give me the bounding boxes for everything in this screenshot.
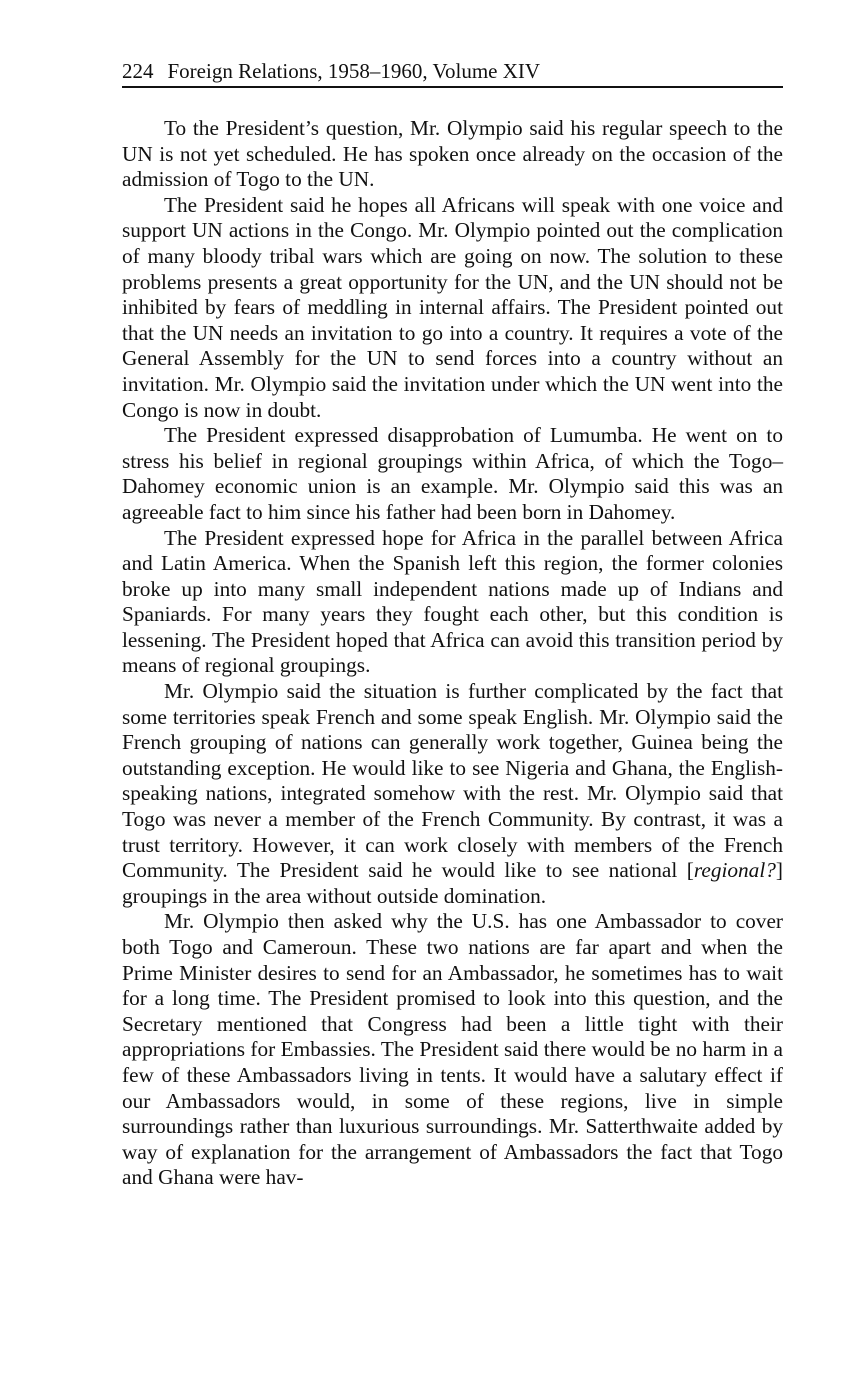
running-header <box>122 58 783 88</box>
paragraph-6: Mr. Olympio then asked why the U.S. has one Ambassador to cover both Togo and Cameroun. These two nations are far apart and when the Prime Minister desires to send for an Ambassador, he sometimes has to wait for a long time. The President promised to look into this question, and the Secretary mentioned that Congress had been a little tight with their appropriations for Embassies. The President said there would be no harm in a few of these Ambassadors living in tents. It would have a salutary effect if our Ambassadors would, in some of these regions, live in simple surroundings rather than luxurious surroundings. Mr. Satterthwaite added by way of explanation for the arrangement of Ambassadors the fact that Togo and Ghana were hav- <box>122 909 783 1190</box>
editorial-insertion: regional? <box>693 858 776 883</box>
paragraph-5-text-before: Mr. Olympio said the situation is further complicated by the fact that some territories speak French and some speak English. Mr. Olympio said the French grouping of nations can generally work together, Guinea being the outstanding exception. He would like to see Nigeria and Ghana, the English-speaking nations, integrated somehow with the rest. Mr. Olympio said that Togo was never a member of the French Community. By contrast, it was a trust territory. However, it can work closely with members of the French Community. The President said he would like to see national [ <box>122 679 783 883</box>
body-text <box>122 116 783 1191</box>
paragraph-5-text-after: ] groupings in the area without outside domination. <box>122 858 783 908</box>
paragraph-5 <box>122 679 783 909</box>
running-title: Foreign Relations, 1958–1960, Volume XIV <box>167 59 541 83</box>
paragraph-3: The President expressed disapprobation of Lumumba. He went on to stress his belief in regional groupings within Africa, of which the Togo–Dahomey economic union is an example. Mr. Olympio said this was an agreeable fact to him since his father had been born in Dahomey. <box>122 423 783 524</box>
document-page <box>122 58 783 1191</box>
paragraph-4: The President expressed hope for Africa in the parallel between Africa and Latin America. When the Spanish left this region, the former colonies broke up into many small independent nations made up of Indians and Spaniards. For many years they fought each other, but this condition is lessening. The President hoped that Africa can avoid this transition period by means of regional groupings. <box>122 525 783 678</box>
page-number: 224 <box>122 59 154 83</box>
paragraph-1: To the President’s question, Mr. Olympio said his regular speech to the UN is not yet scheduled. He has spoken once already on the occasion of the admission of Togo to the UN. <box>122 116 783 192</box>
paragraph-2: The President said he hopes all Africans will speak with one voice and support UN actions in the Congo. Mr. Olympio pointed out the complication of many bloody tribal wars which are going on now. The solution to these problems presents a great opportunity for the UN, and the UN should not be inhibited by fears of meddling in internal affairs. The President pointed out that the UN needs an invitation to go into a country. It requires a vote of the General Assembly for the UN to send forces into a country without an invitation. Mr. Olympio said the invitation under which the UN went into the Congo is now in doubt. <box>122 192 783 422</box>
